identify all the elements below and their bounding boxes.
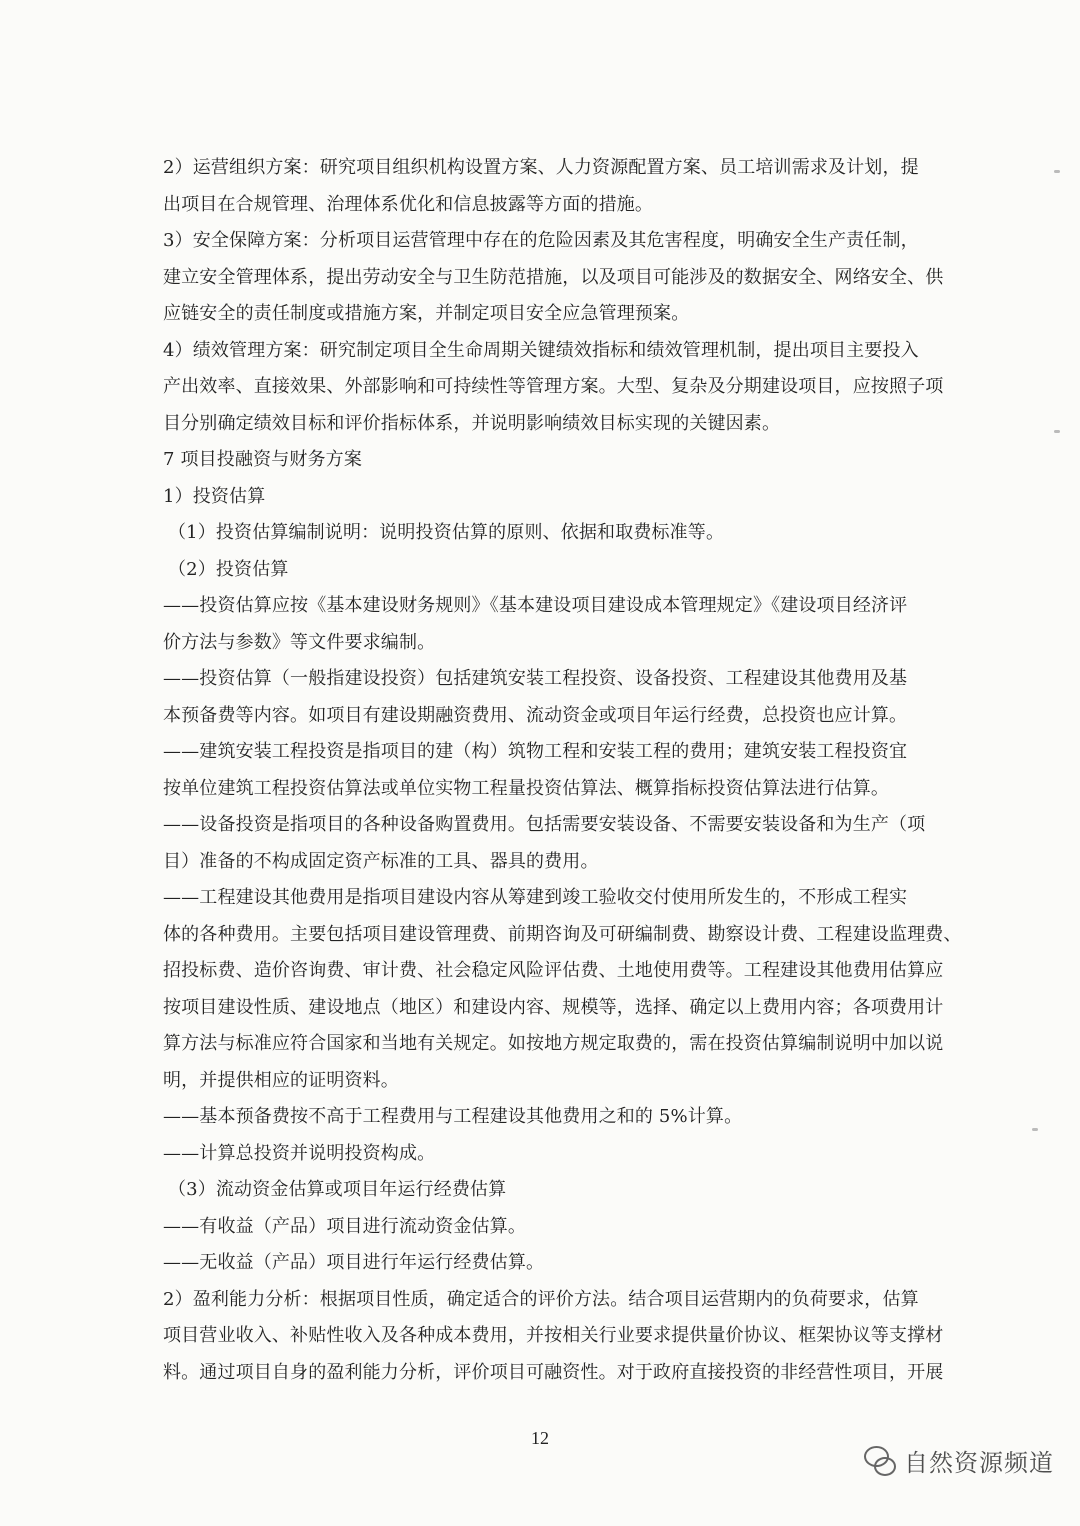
text-line: 价方法与参数》等文件要求编制。	[163, 631, 436, 653]
text-line: ——投资估算（一般指建设投资）包括建筑安装工程投资、设备投资、工程建设其他费用及基	[163, 668, 908, 689]
text-line: 体的各种费用。主要包括项目建设管理费、前期咨询及可研编制费、勘察设计费、工程建设监理费、	[163, 923, 962, 945]
text-line: 出项目在合规管理、治理体系优化和信息披露等方面的措施。	[163, 193, 654, 215]
text-line: 产出效率、直接效果、外部影响和可持续性等管理方案。大型、复杂及分期建设项目，应按照子项	[163, 376, 944, 397]
text-line: （1）投资估算编制说明：说明投资估算的原则、依据和取费标准等。	[168, 522, 725, 543]
text-line: 按单位建筑工程投资估算法或单位实物工程量投资估算法、概算指标投资估算法进行估算。	[163, 777, 889, 799]
subsection-heading: 1）投资估算	[163, 485, 266, 507]
text-line: ——投资估算应按《基本建设财务规则》《基本建设项目建设成本管理规定》《建设项目经济评	[163, 595, 908, 616]
text-line: 目分别确定绩效目标和评价指标体系，并说明影响绩效目标实现的关键因素。	[163, 412, 781, 434]
text-line: ——计算总投资并说明投资构成。	[163, 1142, 436, 1164]
text-line: 明，并提供相应的证明资料。	[163, 1069, 399, 1091]
text-line: ——工程建设其他费用是指项目建设内容从筹建到竣工验收交付使用所发生的，不形成工程实	[163, 887, 908, 908]
text-line: 项目营业收入、补贴性收入及各种成本费用，并按相关行业要求提供量价协议、框架协议等支撑材	[163, 1325, 944, 1346]
scan-mark	[1054, 170, 1060, 173]
section-heading: 7 项目投融资与财务方案	[163, 449, 362, 470]
text-line: 按项目建设性质、建设地点（地区）和建设内容、规模等，选择、确定以上费用内容；各项费用计	[163, 996, 944, 1018]
text-line: 2）盈利能力分析：根据项目性质，确定适合的评价方法。结合项目运营期内的负荷要求，估算	[163, 1288, 919, 1310]
text-line: 本预备费等内容。如项目有建设期融资费用、流动资金或项目年运行经费，总投资也应计算。	[163, 704, 908, 726]
text-line: 料。通过项目自身的盈利能力分析，评价项目可融资性。对于政府直接投资的非经营性项目，开展	[163, 1361, 944, 1383]
text-line: ——建筑安装工程投资是指项目的建（构）筑物工程和安装工程的费用；建筑安装工程投资宜	[163, 741, 908, 762]
text-line: 4）绩效管理方案：研究制定项目全生命周期关键绩效指标和绩效管理机制，提出项目主要投入	[163, 339, 919, 361]
text-line: 建立安全管理体系，提出劳动安全与卫生防范措施，以及项目可能涉及的数据安全、网络安全、供	[163, 266, 944, 288]
text-line: 招投标费、造价咨询费、审计费、社会稳定风险评估费、土地使用费等。工程建设其他费用估算应	[163, 960, 944, 981]
text-line: 应链安全的责任制度或措施方案，并制定项目安全应急管理预案。	[163, 303, 690, 324]
scan-mark	[1032, 1128, 1038, 1131]
text-line: ——基本预备费按不高于工程费用与工程建设其他费用之和的 5%计算。	[163, 1106, 743, 1127]
text-line: 目）准备的不构成固定资产标准的工具、器具的费用。	[163, 850, 599, 872]
text-line: ——有收益（产品）项目进行流动资金估算。	[163, 1215, 526, 1237]
text-line: ——无收益（产品）项目进行年运行经费估算。	[163, 1252, 545, 1273]
text-line: 算方法与标准应符合国家和当地有关规定。如按地方规定取费的，需在投资估算编制说明中加以说	[163, 1033, 944, 1054]
watermark-text: 自然资源频道	[904, 1449, 1054, 1477]
watermark	[862, 1443, 1054, 1478]
text-line: 2）运营组织方案：研究项目组织机构设置方案、人力资源配置方案、员工培训需求及计划，提	[163, 157, 919, 178]
scan-mark	[1054, 430, 1060, 433]
subsection-heading: （3）流动资金估算或项目年运行经费估算	[168, 1179, 507, 1200]
text-line: 3）安全保障方案：分析项目运营管理中存在的危险因素及其危害程度，明确安全生产责任制，	[163, 230, 919, 251]
subsection-heading: （2）投资估算	[168, 558, 289, 580]
text-line: ——设备投资是指项目的各种设备购置费用。包括需要安装设备、不需要安装设备和为生产（项	[163, 814, 926, 835]
document-body	[163, 150, 975, 1391]
wechat-icon	[862, 1444, 896, 1478]
page-number: 12	[531, 1428, 549, 1448]
